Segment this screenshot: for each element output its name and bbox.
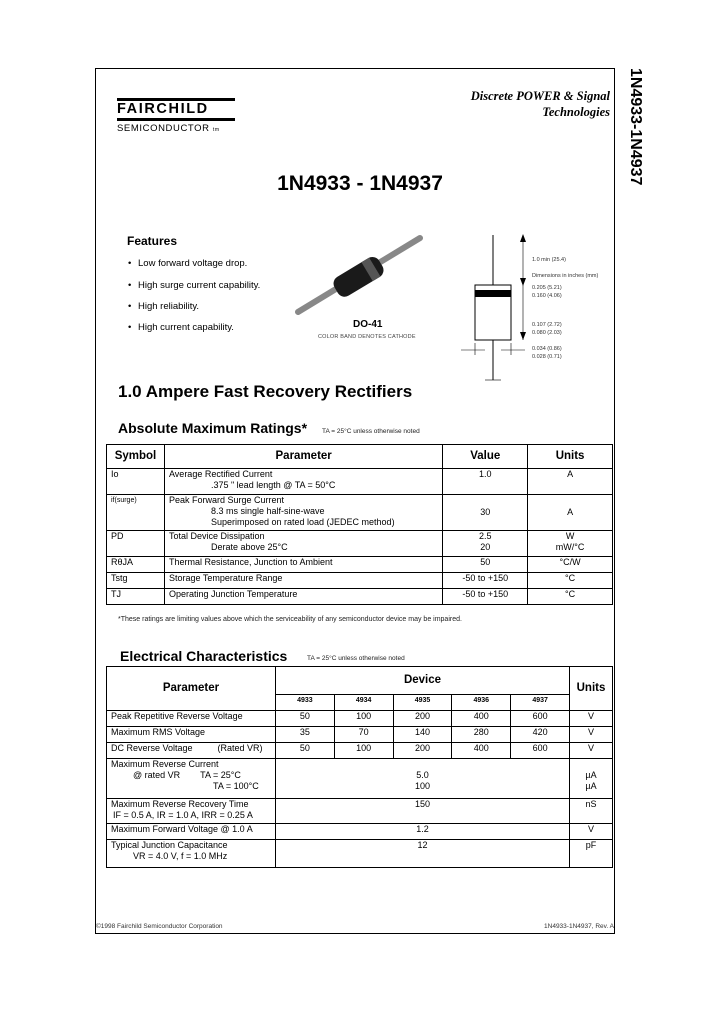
table-row: Peak Repetitive Reverse Voltage 50 100 200 400 600 V	[107, 711, 613, 727]
table-row: Tstg Storage Temperature Range -50 to +150 °C	[107, 573, 613, 589]
table-row: RθJA Thermal Resistance, Junction to Ambient 50 °C/W	[107, 557, 613, 573]
side-label-text: 1N4933-1N4937	[627, 68, 644, 186]
elec-table	[106, 666, 613, 868]
abs-max-table	[106, 444, 613, 605]
col-header: Symbol	[107, 445, 165, 469]
col-header: Parameter	[107, 667, 276, 711]
table-row: TJ Operating Junction Temperature -50 to +150 °C	[107, 589, 613, 605]
package-note: COLOR BAND DENOTES CATHODE	[318, 334, 416, 340]
col-header: Device	[275, 667, 569, 695]
abs-max-footnote: *These ratings are limiting values above which the serviceability of any semiconductor device may be impaired.	[118, 616, 462, 623]
package-name: DO-41	[353, 319, 383, 330]
feature-item: • High surge current capability.	[128, 280, 261, 291]
table-row: Maximum Forward Voltage @ 1.0 A 1.2 V	[107, 824, 613, 840]
table-row: PD Total Device Dissipation Derate above 25°C 2.5 20 W mW/°C	[107, 531, 613, 557]
device-header: 4934	[334, 695, 393, 711]
elec-title: Electrical Characteristics	[120, 648, 288, 664]
device-header: 4933	[275, 695, 334, 711]
footer-copyright: ©1998 Fairchild Semiconductor Corporation	[96, 923, 223, 930]
table-row: Io Average Rectified Current .375 " lead length @ TA = 50°C 1.0 A	[107, 469, 613, 495]
fairchild-logo	[117, 96, 235, 136]
device-header: 4936	[452, 695, 511, 711]
col-header: Units	[528, 445, 613, 469]
abs-max-condition: TA = 25°C unless otherwise noted	[322, 428, 420, 435]
page-title: 1N4933 - 1N4937	[277, 172, 443, 195]
table-row: DC Reverse Voltage (Rated VR) 50 100 200 400 600 V	[107, 743, 613, 759]
side-part-label	[624, 68, 644, 268]
features-heading: Features	[127, 234, 178, 248]
dimension-drawing	[455, 230, 535, 390]
table-row: if(surge) Peak Forward Surge Current 8.3 ms single half-sine-wave Superimposed on rated load (JEDEC method) 30 A	[107, 495, 613, 531]
col-header: Value	[443, 445, 528, 469]
elec-condition: TA = 25°C unless otherwise noted	[307, 655, 405, 662]
table-row: Maximum RMS Voltage 35 70 140 280 420 V	[107, 727, 613, 743]
feature-item: • High current capability.	[128, 322, 234, 333]
table-row: Maximum Reverse Current @ rated VR TA = 25°C TA = 100°C 5.0 100 µA µA	[107, 759, 613, 799]
logo-brand: FAIRCHILD	[117, 101, 209, 117]
tagline-line-1: Discrete POWER & Signal	[470, 89, 610, 103]
footer-revision: 1N4933-1N4937, Rev. A	[544, 923, 614, 930]
section-title: 1.0 Ampere Fast Recovery Rectifiers	[118, 382, 413, 401]
device-header: 4935	[393, 695, 452, 711]
tagline-line-2: Technologies	[542, 105, 610, 119]
table-row: Maximum Reverse Recovery Time IF = 0.5 A, IR = 1.0 A, IRR = 0.25 A 150 nS	[107, 799, 613, 824]
dimension-labels: 1.0 min (25.4) Dimensions in inches (mm) 0.205 (5.21) 0.160 (4.06) 0.107 (2.72) 0.080 (2.03) 0.034 (0.86) 0.028 (0.71)	[532, 257, 599, 360]
col-header: Parameter	[164, 445, 442, 469]
device-header: 4937	[511, 695, 570, 711]
trademark: tm	[212, 127, 220, 133]
do41-package-drawing	[290, 228, 430, 323]
feature-item: • High reliability.	[128, 301, 200, 312]
tagline	[430, 88, 610, 120]
feature-item: • Low forward voltage drop.	[128, 258, 248, 269]
abs-max-title: Absolute Maximum Ratings*	[118, 420, 308, 436]
table-row: Typical Junction Capacitance VR = 4.0 V, f = 1.0 MHz 12 pF	[107, 840, 613, 868]
col-header: Units	[570, 667, 613, 711]
logo-sub: SEMICONDUCTOR	[117, 123, 210, 134]
